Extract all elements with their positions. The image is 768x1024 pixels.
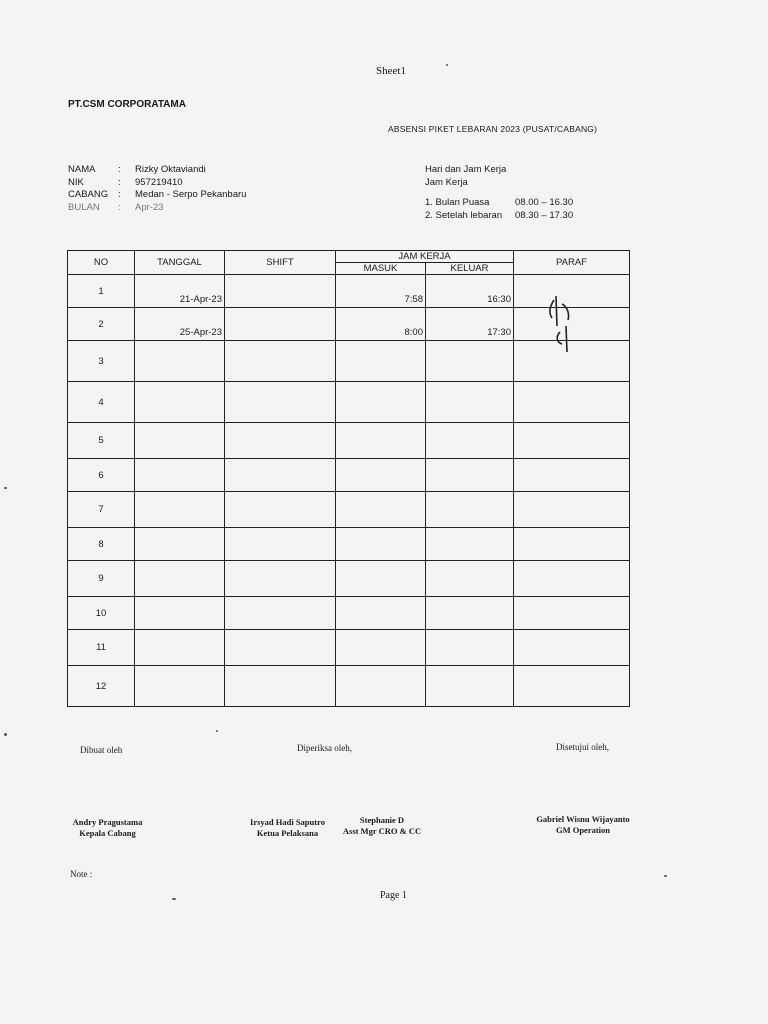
row-paraf — [514, 666, 630, 707]
row-tanggal — [135, 341, 225, 382]
table-row — [68, 666, 630, 707]
row-masuk — [336, 528, 426, 561]
row-shift — [225, 275, 336, 308]
scan-speck — [172, 898, 176, 900]
colon: : — [118, 164, 121, 175]
table-row — [68, 492, 630, 528]
header-keluar: KELUAR — [426, 263, 514, 275]
row-no: 4 — [68, 382, 135, 423]
page-number: Page 1 — [380, 890, 407, 901]
cabang-value: Medan - Serpo Pekanbaru — [135, 189, 247, 200]
sheet-title: Sheet1 — [376, 65, 406, 77]
row-tanggal: 21-Apr-23 — [135, 275, 225, 308]
row-no: 8 — [68, 528, 135, 561]
signatory-2 — [235, 817, 340, 839]
row-tanggal — [135, 382, 225, 423]
signatory-1 — [55, 817, 160, 839]
row-keluar — [426, 341, 514, 382]
colon: : — [118, 189, 121, 200]
row-masuk: 7:58 — [336, 275, 426, 308]
row-shift — [225, 561, 336, 597]
nik-value: 957219410 — [135, 176, 183, 188]
row-keluar — [426, 597, 514, 630]
row-masuk — [336, 423, 426, 459]
bulan-value: Apr-23 — [135, 201, 164, 213]
row-tanggal — [135, 459, 225, 492]
row-keluar — [426, 382, 514, 423]
company-name: PT.CSM CORPORATAMA — [68, 99, 186, 110]
row-shift — [225, 528, 336, 561]
work-hours — [425, 164, 573, 222]
row-masuk — [336, 459, 426, 492]
row-paraf — [514, 561, 630, 597]
colon: : — [118, 201, 121, 213]
row-keluar — [426, 561, 514, 597]
table-row — [68, 382, 630, 423]
work-hours-item-name: 1. Bulan Puasa — [425, 197, 490, 208]
row-no: 11 — [68, 630, 135, 666]
header-paraf: PARAF — [514, 251, 630, 275]
row-no: 5 — [68, 423, 135, 459]
row-tanggal: 25-Apr-23 — [135, 308, 225, 341]
row-paraf — [514, 597, 630, 630]
row-masuk — [336, 666, 426, 707]
note-label: Note : — [70, 869, 93, 879]
signatory-title: Kepala Cabang — [79, 828, 136, 838]
row-shift — [225, 423, 336, 459]
nama-label: NAMA — [68, 164, 96, 175]
scan-speck — [4, 487, 7, 489]
row-shift — [225, 308, 336, 341]
row-tanggal — [135, 666, 225, 707]
scan-speck — [4, 733, 7, 736]
scan-speck — [664, 875, 667, 877]
row-tanggal — [135, 423, 225, 459]
row-paraf — [514, 382, 630, 423]
row-no: 9 — [68, 561, 135, 597]
signatory-name: Stephanie D — [359, 815, 405, 825]
cabang-label: CABANG — [68, 189, 109, 200]
signatory-4 — [524, 814, 642, 836]
row-masuk — [336, 341, 426, 382]
employee-info — [68, 164, 246, 214]
row-tanggal — [135, 630, 225, 666]
work-hours-item-value: 08.00 – 16.30 — [515, 197, 574, 208]
dibuat-oleh-label: Dibuat oleh — [80, 745, 123, 755]
work-hours-item-value: 08.30 – 17.30 — [515, 209, 574, 221]
row-paraf — [514, 630, 630, 666]
signatory-3 — [328, 815, 436, 837]
info-row-bulan — [68, 202, 246, 215]
row-shift — [225, 459, 336, 492]
scan-speck — [216, 730, 218, 732]
row-shift — [225, 492, 336, 528]
signatory-name: Andry Pragustama — [72, 817, 143, 827]
table-row — [68, 597, 630, 630]
table-row — [68, 561, 630, 597]
row-keluar — [426, 630, 514, 666]
row-masuk — [336, 597, 426, 630]
signatory-name: Gabriel Wisnu Wijayanto — [536, 814, 630, 824]
row-masuk — [336, 382, 426, 423]
row-keluar — [426, 423, 514, 459]
header-tanggal: TANGGAL — [135, 251, 225, 275]
work-hours-item-name: 2. Setelah lebaran — [425, 209, 503, 221]
row-shift — [225, 666, 336, 707]
colon: : — [118, 176, 121, 188]
signatory-title: Asst Mgr CRO & CC — [342, 826, 422, 836]
row-keluar — [426, 528, 514, 561]
row-no: 12 — [68, 666, 135, 707]
table-row — [68, 528, 630, 561]
signatory-name: Irsyad Hadi Saputro — [250, 817, 325, 827]
table-row — [68, 630, 630, 666]
nik-label: NIK — [68, 176, 84, 188]
scan-speck — [446, 64, 448, 66]
info-row-nama — [68, 164, 246, 177]
info-row-cabang — [68, 189, 246, 202]
row-keluar — [426, 666, 514, 707]
work-hours-subtitle: Jam Kerja — [425, 176, 468, 188]
row-no: 1 — [68, 275, 135, 308]
row-no: 2 — [68, 308, 135, 341]
row-no: 7 — [68, 492, 135, 528]
row-keluar: 17:30 — [426, 308, 514, 341]
row-tanggal — [135, 528, 225, 561]
header-jam-kerja: JAM KERJA — [336, 251, 514, 263]
row-keluar — [426, 492, 514, 528]
table-row — [68, 423, 630, 459]
paraf-signature-icon — [540, 292, 588, 356]
work-hours-item — [425, 210, 573, 223]
signatory-title: Ketua Pelaksana — [256, 828, 319, 838]
work-hours-item — [425, 197, 573, 210]
row-tanggal — [135, 597, 225, 630]
header-shift: SHIFT — [225, 251, 336, 275]
diperiksa-oleh-label: Diperiksa oleh, — [297, 743, 352, 753]
header-no: NO — [68, 251, 135, 275]
bulan-label: BULAN — [68, 201, 100, 213]
row-paraf — [514, 423, 630, 459]
row-no: 10 — [68, 597, 135, 630]
signatory-title: GM Operation — [555, 825, 611, 835]
row-masuk — [336, 561, 426, 597]
row-keluar: 16:30 — [426, 275, 514, 308]
table-row — [68, 459, 630, 492]
row-paraf — [514, 459, 630, 492]
row-masuk — [336, 630, 426, 666]
row-keluar — [426, 459, 514, 492]
row-shift — [225, 341, 336, 382]
nama-value: Rizky Oktaviandi — [135, 164, 206, 175]
row-tanggal — [135, 561, 225, 597]
row-masuk — [336, 492, 426, 528]
row-shift — [225, 630, 336, 666]
row-tanggal — [135, 492, 225, 528]
row-paraf — [514, 492, 630, 528]
document-title: ABSENSI PIKET LEBARAN 2023 (PUSAT/CABANG) — [388, 124, 598, 134]
row-no: 3 — [68, 341, 135, 382]
info-row-nik — [68, 177, 246, 190]
work-hours-title: Hari dan Jam Kerja — [425, 164, 507, 175]
row-masuk: 8:00 — [336, 308, 426, 341]
row-paraf — [514, 528, 630, 561]
row-no: 6 — [68, 459, 135, 492]
row-shift — [225, 382, 336, 423]
disetujui-oleh-label: Disetujui oleh, — [556, 742, 609, 752]
row-shift — [225, 597, 336, 630]
header-masuk: MASUK — [336, 263, 426, 275]
